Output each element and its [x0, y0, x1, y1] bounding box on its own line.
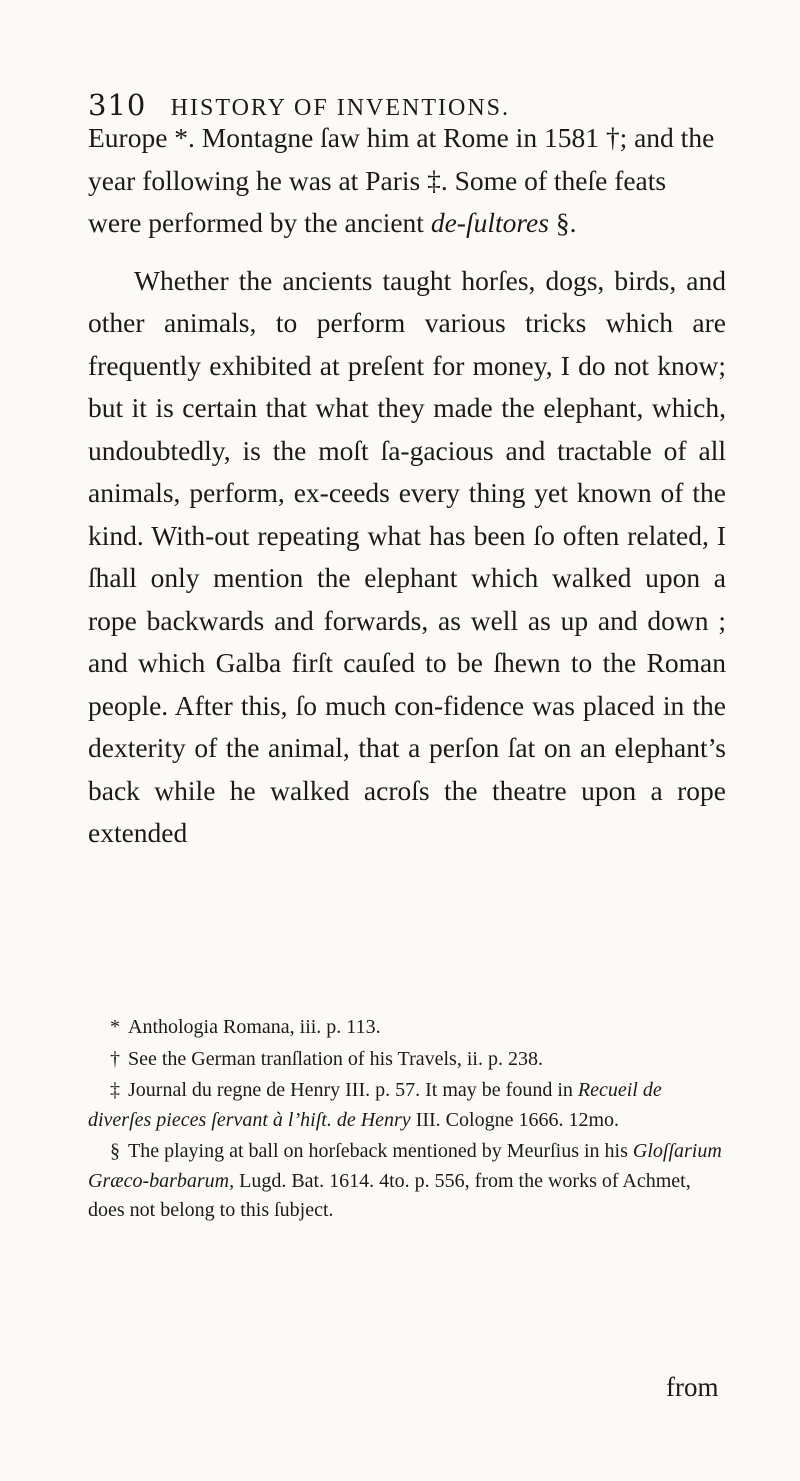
footnote: † See the German tranſlation of his Travels, ii. p. 238.	[88, 1045, 728, 1075]
catchword: from	[666, 1372, 719, 1402]
footnote: § The playing at ball on horſeback mentioned by Meurſius in his Gloſſarium Græco-barbarum, Lugd. Bat. 1614. 4to. p. 556, from the works of Achmet, does not belong to this ſubject.	[88, 1137, 728, 1226]
footnote-mark: §	[110, 1140, 120, 1162]
footnotes	[88, 1013, 728, 1228]
footnote: ‡ Journal du regne de Henry III. p. 57. It may be found in Recueil de diverſes pieces ſervant à l’hiſt. de Henry III. Cologne 1666. 12mo.	[88, 1076, 728, 1135]
footnote-mark: *	[110, 1016, 120, 1038]
page-number: 310	[88, 88, 147, 122]
footnote-mark: †	[110, 1047, 120, 1070]
running-title: HISTORY OF INVENTIONS.	[170, 95, 511, 121]
footnote-mark: ‡	[110, 1079, 120, 1101]
paragraph-2: Whether the ancients taught horſes, dogs, birds, and other animals, to perform various tricks which are frequently exhibited at preſent for money, I do not know; but it is certain that what they made the elephant, which, undoubtedly, is the moſt ſa-gacious and tractable of all animals, perform, ex-ceeds every thing yet known of the kind. With-out repeating what has been ſo often related, I ſhall only mention the elephant which walked upon a rope backwards and forwards, as well as up and down ; and which Galba firſt cauſed to be ſhewn to the Roman people. After this, ſo much con-fidence was placed in the dexterity of the animal, that a perſon ſat on an elephant’s back while he walked acroſs the theatre upon a rope extended	[88, 264, 726, 848]
footnote: * Anthologia Romana, iii. p. 113.	[88, 1013, 728, 1043]
paragraph-1: Europe *. Montagne ſaw him at Rome in 1581 †; and the year following he was at Paris ‡. Some of theſe feats were performed by the ancient de-ſultores §.	[88, 122, 715, 238]
main-text	[88, 117, 726, 855]
